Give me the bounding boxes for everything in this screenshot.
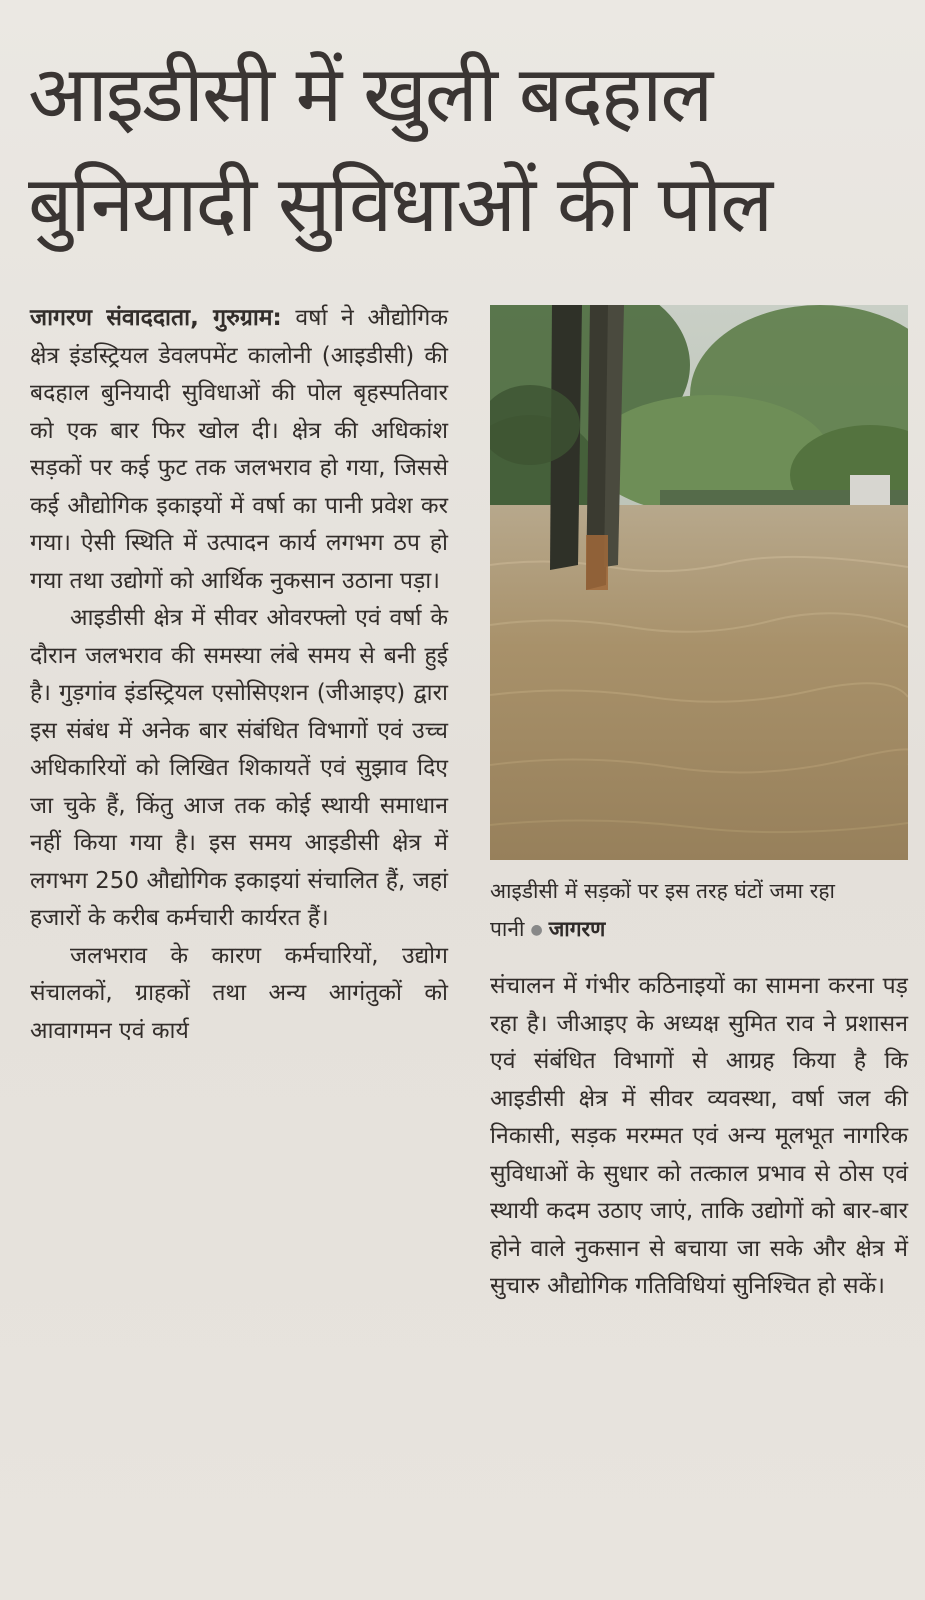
caption-text: आइडीसी में सड़कों पर इस तरह घंटों जमा रहा पानी xyxy=(490,879,835,941)
headline xyxy=(28,40,908,260)
photo-caption xyxy=(490,872,908,949)
article-paragraph-1 xyxy=(30,300,448,600)
article-column-left xyxy=(30,300,448,1050)
byline: जागरण संवाददाता, गुरुग्राम: xyxy=(30,305,282,331)
headline-line-2: बुनियादी सुविधाओं की पोल xyxy=(28,160,772,250)
headline-line-1: आइडीसी में खुली बदहाल xyxy=(28,50,712,140)
article-column-right xyxy=(490,968,908,1306)
flooded-road-photo xyxy=(490,305,908,860)
article-paragraph-3: जलभराव के कारण कर्मचारियों, उद्योग संचालकों, ग्राहकों तथा अन्य आगंतुकों को आवागमन एवं कार्य xyxy=(30,942,448,1044)
photo-credit: जागरण xyxy=(548,917,606,941)
bullet-icon: ● xyxy=(530,922,543,938)
article-paragraph-2: आइडीसी क्षेत्र में सीवर ओवरफ्लो एवं वर्षा के दौरान जलभराव की समस्या लंबे समय से बनी हुई है। गुड़गांव इंडस्ट्रियल एसोसिएशन (जीआइए) द्वारा इस संबंध में अनेक बार संबंधित विभागों एवं उच्च अधिकारियों को लिखित शिकायतें एवं सुझाव दिए जा चुके हैं, किंतु आज तक कोई स्थायी समाधान नहीं किया गया है। इस समय आइडीसी क्षेत्र में लगभग 250 औद्योगिक इकाइयां संचालित हैं, जहां हजारों के करीब कर्मचारी कार्यरत हैं। xyxy=(30,605,448,931)
article-paragraph-3-continued: संचालन में गंभीर कठिनाइयों का सामना करना पड़ रहा है। जीआइए के अध्यक्ष सुमित राव ने प्रशासन एवं संबंधित विभागों से आग्रह किया है कि आइडीसी क्षेत्र में सीवर व्यवस्था, वर्षा जल की निकासी, सड़क मरम्मत एवं अन्य मूलभूत नागरिक सुविधाओं के सुधार को तत्काल प्रभाव से ठोस एवं स्थायी कदम उठाए जाएं, ताकि उद्योगों को बार-बार होने वाले नुकसान से बचाया जा सके और क्षेत्र में सुचारु औद्योगिक गतिविधियां सुनिश्चित हो सकें। xyxy=(490,973,908,1299)
paragraph-1-text: वर्षा ने औद्योगिक क्षेत्र इंडस्ट्रियल डेवलपमेंट कालोनी (आइडीसी) की बदहाल बुनियादी सुविधाओं की पोल बृहस्पतिवार को एक बार फिर खोल दी। क्षेत्र की अधिकांश सड़कों पर कई फुट तक जलभराव हो गया, जिससे कई औद्योगिक इकाइयों में वर्षा का पानी प्रवेश कर गया। ऐसी स्थिति में उत्पादन कार्य लगभग ठप हो गया तथा उद्योगों को आर्थिक नुकसान उठाना पड़ा। xyxy=(30,305,448,594)
flooded-road-image xyxy=(490,305,908,860)
